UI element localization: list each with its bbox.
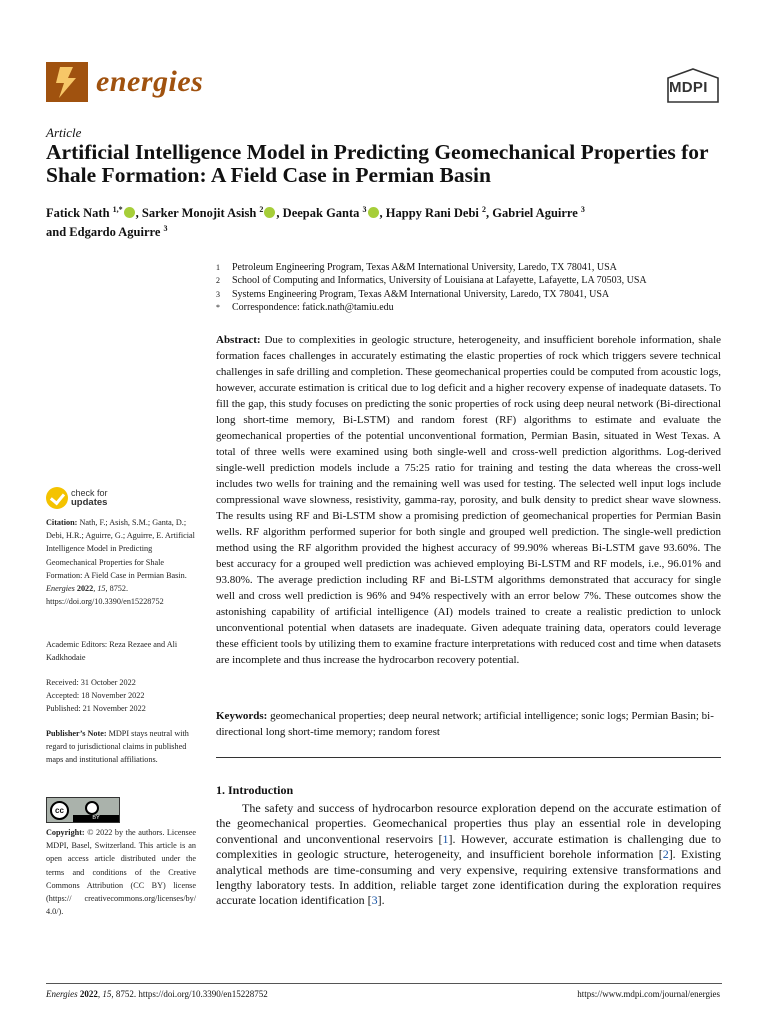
affiliation-text: Systems Engineering Program, Texas A&M International University, Laredo, TX 78041, USA	[232, 288, 610, 300]
check-updates-line1: check for	[71, 488, 108, 498]
copyright: Copyright: © 2022 by the authors. Licensee MDPI, Basel, Switzerland. This article is an open access article distributed under the terms and conditions of the Creative Commons Attribution (CC BY) license (https:// creativecommons.org/licenses/by/ 4.0/).	[46, 828, 197, 917]
author-name[interactable]: and Edgardo Aguirre	[46, 225, 161, 240]
publisher-name: MDPI	[669, 79, 708, 96]
abstract	[216, 332, 721, 668]
footer-divider	[46, 983, 722, 984]
affiliation-text: School of Computing and Informatics, University of Louisiana at Lafayette, Lafayette, LA 70503, USA	[232, 275, 647, 287]
received-date: Received: 31 October 2022	[46, 678, 136, 687]
keywords-text: geomechanical properties; deep neural network; artificial intelligence; sonic logs; Permian Basin; bi-directional long short-time memory; random forest	[216, 710, 714, 738]
check-for-updates-button[interactable]	[46, 487, 108, 509]
affiliation-number: 3	[216, 289, 220, 299]
footer-doi-link[interactable]: , 8752. https://doi.org/10.3390/en15228752	[111, 989, 268, 999]
reference-link[interactable]: 1	[442, 831, 449, 846]
keywords-label: Keywords:	[216, 710, 268, 722]
journal-logo	[46, 62, 203, 102]
citation-volume: 15	[97, 584, 106, 594]
affiliation-item	[216, 288, 736, 301]
author-name[interactable]: Gabriel Aguirre	[492, 206, 578, 221]
intro-paragraph: The safety and success of hydrocarbon resource exploration depend on the accurate estimation of the geomechanical properties. Geomechanical properties thus play an essential role in developing conventional and unconventional reservoirs [1]. However, accurate estimation is challenging due to complexities in geologic structure, heterogeneity, and insufficient borehole information [2]. Existing analytical methods are time-consuming and very expensive, requiring extensive transformations and lengthy laboratory tests. In addition, reliable target zone identification during the exploration requires accurate location identification [3].	[216, 801, 721, 908]
affiliation-text: Correspondence: fatick.nath@tamiu.edu	[232, 302, 394, 314]
affiliations	[216, 261, 736, 315]
publishers-note: Publisher’s Note: MDPI stays neutral with regard to jurisdictional claims in published maps and institutional affiliations.	[46, 729, 189, 765]
article-title: Artificial Intelligence Model in Predicting Geomechanical Properties for Shale Formation: A Field Case in Permian Basin	[46, 140, 709, 187]
published-date: Published: 21 November 2022	[46, 704, 146, 714]
article-type: Article	[46, 125, 82, 140]
mdpi-logo[interactable]	[666, 68, 720, 104]
author-affiliation-marker: 2	[482, 205, 487, 214]
affiliation-item	[216, 301, 736, 314]
author-name[interactable]: Deepak Ganta	[282, 206, 360, 221]
author-affiliation-marker: 3	[362, 205, 367, 214]
orcid-icon[interactable]	[368, 207, 379, 218]
author-name[interactable]: Sarker Monojit Asish	[141, 206, 257, 221]
footer-citation: Energies 2022, 15, 8752. https://doi.org/10.3390/en15228752	[46, 989, 268, 999]
author-affiliation-marker: 3	[580, 205, 585, 214]
author-affiliation-marker: 2	[259, 205, 264, 214]
citation-label: Citation:	[46, 518, 78, 527]
abstract-label: Abstract:	[216, 334, 261, 346]
citation-journal: Energies	[46, 584, 75, 594]
citation-doi-link[interactable]: , 8752. https://doi.org/10.3390/en15228752	[46, 584, 164, 607]
author-list: Fatick Nath $^{1,*}$ , Sarker Monojit Asish $^2$ , Deepak Ganta $^3$ , Happy Rani Debi $^2$, Gabriel Aguirre $^3$ and Edgardo Aguirre $^3$	[46, 205, 585, 240]
author-name[interactable]: Fatick Nath	[46, 206, 110, 221]
cc-by-license-badge[interactable]	[46, 797, 120, 823]
check-updates-line2: updates	[71, 497, 108, 508]
introduction-body	[216, 801, 721, 909]
lightning-icon	[46, 62, 88, 102]
academic-editors: Academic Editors: Reza Rezaee and Ali Kadkhodaie	[46, 640, 178, 663]
affiliation-number: 2	[216, 276, 220, 286]
orcid-icon[interactable]	[124, 207, 135, 218]
author-name[interactable]: Happy Rani Debi	[385, 206, 479, 221]
attribution-icon	[85, 801, 99, 815]
author-affiliation-marker: 1,*	[112, 205, 123, 214]
orcid-icon[interactable]	[264, 207, 275, 218]
affiliation-item	[216, 274, 736, 287]
affiliation-text: Petroleum Engineering Program, Texas A&M International University, Laredo, TX 78041, USA	[232, 262, 617, 273]
copyright-label: Copyright:	[46, 828, 85, 837]
keywords	[216, 708, 721, 740]
abstract-text: Due to complexities in geologic structure, heterogeneity, and insufficient borehole information, shale formation faces challenges in accurately estimating the elastic properties of rock which triggers severe technical challenges in safe drilling and completion. These geomechanical properties could be computed from acoustic logs, however, accurate estimation is critical due to log deficit and a higher recovery expense of inadequate datasets. To fill the gap, this study focuses on predicting the sonic properties of rock using deep neural network (Bi-directional long short-time memory, Bi-LSTM) and random forest (RF) algorithms to estimate and evaluate the geomechanical properties of the potential unconventional formation, Permian Basin, situated in West Texas. A total of three wells were examined using both single-well and cross-well prediction algorithms. Log-derived single-well prediction models include a 75:25 ratio for training and testing the data whereas the cross-well includes two wells for training and the remaining well was used for testing. The selected well input logs include compressional wave slowness, resistivity, gamma-ray, porosity, and bulk density to predict shear wave slowness. The results using RF and Bi-LSTM show a promising prediction of geomechanical properties for Permian Basin wells. RF algorithm performed superior for both single and grouped well prediction. The single-well prediction method using the RF algorithm provided the highest accuracy of 99.90% whereas Bi-LSTM gave 93.60%. The best accuracy for a grouped well prediction was achieved employing Bi-LSTM and RF models, i.e., 96.01% and 93.80%. The average prediction including RF and Bi-LSTM algorithms demonstrated that accuracy for single well and cross well prediction is 96% and 94% respectively with an error below 7%. These outcomes show the astonishing capability of artificial intelligence (AI) models trained to create a realistic prediction to unlock unconventional potential when datasets are inadequate. Given adequate training data, operators could leverage these efficient tools by utilizing them to examine fracture interpretations with reduced cost and time when datasets are incomplete and thus increase the hydrocarbon recovery potential.	[216, 334, 722, 666]
affiliation-number: *	[216, 303, 220, 313]
affiliation-number: 1	[216, 263, 220, 272]
by-label: BY	[73, 815, 119, 822]
citation-year: 2022	[76, 584, 94, 594]
section-divider	[216, 757, 721, 758]
creative-commons-icon: cc	[50, 801, 69, 820]
journal-url-link[interactable]: https://www.mdpi.com/journal/energies	[577, 989, 720, 999]
reference-link[interactable]: 2	[662, 847, 669, 862]
author-affiliation-marker: 3	[163, 224, 168, 234]
accepted-date: Accepted: 18 November 2022	[46, 691, 145, 701]
reference-link[interactable]: 3	[371, 893, 378, 908]
affiliation-item	[216, 261, 736, 274]
dates	[46, 676, 196, 716]
section-title: 1. Introduction	[216, 783, 294, 797]
note-label: Publisher’s Note:	[46, 729, 107, 738]
checkmark-icon	[46, 487, 68, 509]
citation: Citation: Nath, F.; Asish, S.M.; Ganta, D.; Debi, H.R.; Aguirre, G.; Aguirre, E. Artificial Intelligence Model in Predicting Geomechanical Properties for Shale Formation: A Field Case in Permian Basin. Energies 2022, 15, 8752. https://doi.org/10.3390/en15228752	[46, 518, 195, 607]
journal-name: energies	[96, 65, 204, 98]
